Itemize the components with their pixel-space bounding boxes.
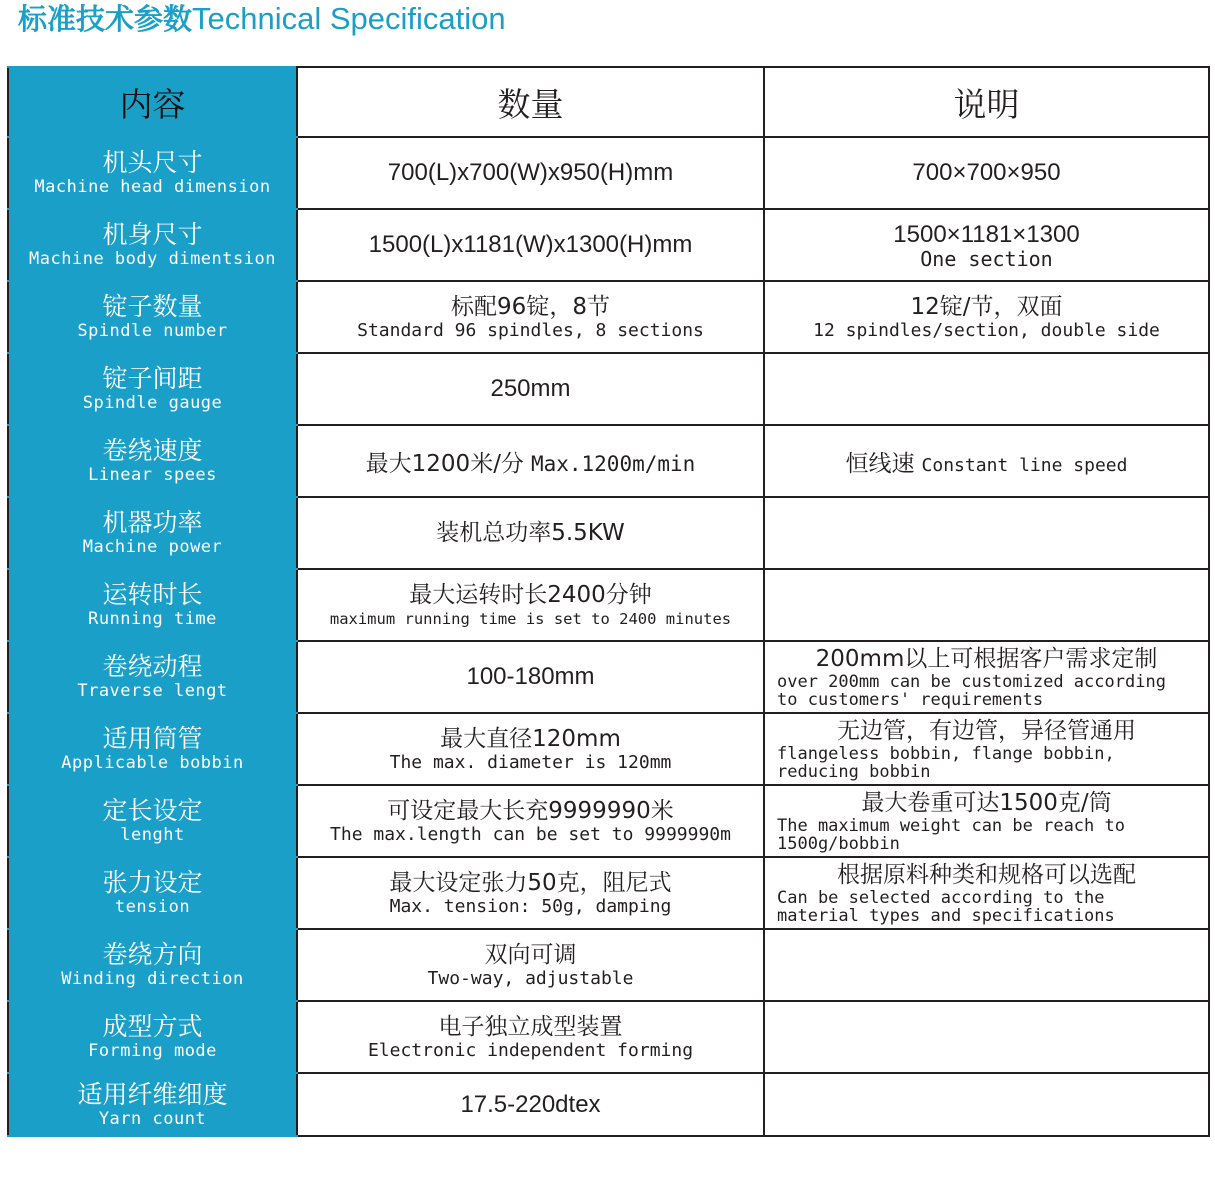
note-text-cn: 200mm以上可根据客户需求定制 — [815, 646, 1158, 672]
table-row — [8, 353, 1209, 425]
table-row — [8, 281, 1209, 353]
row-label-cn: 卷绕速度 — [102, 436, 203, 465]
row-value — [297, 785, 764, 857]
value-text: 250mm — [490, 375, 571, 402]
row-note — [764, 641, 1209, 713]
header-content: 内容 — [8, 67, 297, 137]
row-label-cn: 张力设定 — [102, 868, 203, 897]
row-note — [764, 209, 1209, 281]
table-row — [8, 785, 1209, 857]
row-label-cn: 适用筒管 — [102, 724, 203, 753]
value-text-en: Standard 96 spindles, 8 sections — [357, 320, 704, 341]
row-note — [764, 1001, 1209, 1073]
row-label — [8, 857, 297, 929]
header-row — [8, 67, 1209, 137]
value-text: 700(L)x700(W)x950(H)mm — [387, 159, 674, 186]
row-value — [297, 1073, 764, 1136]
row-label-cn: 卷绕动程 — [102, 652, 203, 681]
note-text-en: Constant line speed — [921, 454, 1128, 476]
value-text-cn: 最大设定张力50克，阻尼式 — [389, 870, 672, 896]
row-label-en: Machine head dimension — [34, 177, 271, 197]
row-note — [764, 1073, 1209, 1136]
row-label — [8, 569, 297, 641]
table-row — [8, 641, 1209, 713]
row-label — [8, 929, 297, 1001]
row-value — [297, 641, 764, 713]
row-label — [8, 425, 297, 497]
row-value — [297, 497, 764, 569]
value-text-en: The max. diameter is 120mm — [389, 752, 672, 773]
value-text: 1500(L)x1181(W)x1300(H)mm — [368, 231, 693, 258]
row-label-en: Spindle gauge — [82, 393, 223, 413]
row-label-cn: 成型方式 — [102, 1012, 203, 1041]
row-label — [8, 1073, 297, 1136]
value-text-cn: 最大1200米/分 — [365, 450, 524, 477]
row-note — [764, 785, 1209, 857]
value-text: 100-180mm — [466, 663, 595, 690]
value-text-en: Max. tension: 50g, damping — [389, 896, 672, 917]
value-text-en: Max.1200m/min — [530, 451, 696, 476]
value-text-cn: 最大运转时长2400分钟 — [409, 582, 652, 608]
row-note — [764, 929, 1209, 1001]
row-label — [8, 785, 297, 857]
row-label-cn: 机身尺寸 — [102, 220, 203, 249]
table-row — [8, 425, 1209, 497]
row-label-cn: 定长设定 — [102, 796, 203, 825]
note-text: 700×700×950 — [912, 159, 1061, 186]
row-value — [297, 425, 764, 497]
row-label — [8, 137, 297, 209]
row-label-cn: 机头尺寸 — [102, 148, 203, 177]
row-value — [297, 569, 764, 641]
table-row — [8, 929, 1209, 1001]
note-text-en: to customers' requirements — [777, 690, 1044, 710]
value-text-en: Electronic independent forming — [367, 1040, 694, 1061]
row-label — [8, 497, 297, 569]
page-title-en: Technical Specification — [192, 1, 506, 36]
row-value — [297, 1001, 764, 1073]
note-text-en: 12 spindles/section, double side — [813, 320, 1160, 341]
value-text-en: The max.length can be set to 9999990m — [330, 824, 731, 845]
note-text-en: 1500g/bobbin — [777, 834, 900, 854]
row-note — [764, 497, 1209, 569]
note-text-cn: 12锭/节，双面 — [910, 294, 1063, 320]
note-text: 1500×1181×1300 — [893, 221, 1080, 248]
note-text-cn: 最大卷重可达1500克/筒 — [861, 790, 1112, 816]
page-title — [18, 0, 506, 40]
row-value — [297, 137, 764, 209]
row-label-en: Linear spees — [88, 465, 217, 485]
row-value — [297, 929, 764, 1001]
row-label-en: Yarn count — [98, 1108, 207, 1129]
table-row — [8, 857, 1209, 929]
page-title-cn: 标准技术参数 — [18, 2, 193, 36]
row-note — [764, 569, 1209, 641]
value-text-en: Two-way, adjustable — [427, 968, 634, 989]
value-text-cn: 双向可调 — [484, 942, 577, 968]
row-label — [8, 353, 297, 425]
value-text-cn: 装机总功率5.5KW — [436, 520, 625, 546]
row-label — [8, 641, 297, 713]
value-text-en: maximum running time is set to 2400 minutes — [329, 610, 732, 628]
value-text-cn: 电子独立成型装置 — [438, 1014, 623, 1040]
value-text-cn: 可设定最大长充9999990米 — [387, 798, 674, 824]
row-label-en: Winding direction — [61, 969, 244, 989]
spec-table — [7, 66, 1210, 1137]
row-label-en: Running time — [88, 609, 217, 629]
row-label-en: Machine power — [82, 537, 223, 557]
row-label — [8, 209, 297, 281]
row-note — [764, 353, 1209, 425]
row-label-cn: 机器功率 — [102, 508, 203, 537]
row-value — [297, 713, 764, 785]
header-note: 说明 — [764, 67, 1209, 137]
row-label-cn: 锭子数量 — [102, 292, 203, 321]
table-row — [8, 1073, 1209, 1136]
note-text-en: flangeless bobbin, flange bobbin, — [777, 744, 1115, 764]
header-quantity: 数量 — [297, 67, 764, 137]
value-text-cn: 最大直径120mm — [440, 726, 621, 752]
row-label — [8, 1001, 297, 1073]
row-label-en: Forming mode — [88, 1041, 217, 1061]
note-text-en: One section — [920, 247, 1053, 271]
row-note — [764, 857, 1209, 929]
row-label — [8, 713, 297, 785]
row-note — [764, 425, 1209, 497]
row-label-en: Traverse lengt — [77, 681, 228, 701]
note-text-en: Can be selected according to the — [777, 888, 1105, 908]
row-label-cn: 锭子间距 — [102, 364, 203, 393]
row-label-en: Applicable bobbin — [61, 753, 244, 773]
row-value — [297, 353, 764, 425]
table-row — [8, 569, 1209, 641]
row-label-en: tension — [114, 897, 191, 917]
note-text-cn: 无边管，有边管，异径管通用 — [837, 718, 1136, 744]
note-text-en: over 200mm can be customized according — [777, 672, 1166, 692]
row-label — [8, 281, 297, 353]
row-label-cn: 适用纤维细度 — [77, 1079, 228, 1109]
row-label-en: Machine body dimentsion — [29, 249, 276, 269]
table-row — [8, 1001, 1209, 1073]
note-text-en: material types and specifications — [777, 906, 1115, 926]
row-note — [764, 713, 1209, 785]
row-label-cn: 卷绕方向 — [102, 940, 203, 969]
note-text-en: reducing bobbin — [777, 762, 931, 782]
row-note — [764, 281, 1209, 353]
row-note — [764, 137, 1209, 209]
value-text: 17.5-220dtex — [460, 1090, 601, 1118]
table-row — [8, 137, 1209, 209]
note-text-en: The maximum weight can be reach to — [777, 816, 1125, 836]
row-label-en: Spindle number — [77, 321, 228, 341]
table-row — [8, 209, 1209, 281]
note-text-cn: 恒线速 — [845, 450, 915, 477]
row-label-cn: 运转时长 — [102, 580, 203, 609]
row-value — [297, 209, 764, 281]
row-value — [297, 857, 764, 929]
table-row — [8, 713, 1209, 785]
table-row — [8, 497, 1209, 569]
value-text-cn: 标配96锭，8节 — [451, 294, 610, 320]
note-text-cn: 根据原料种类和规格可以选配 — [837, 862, 1136, 888]
row-value — [297, 281, 764, 353]
row-label-en: lenght — [120, 825, 185, 845]
